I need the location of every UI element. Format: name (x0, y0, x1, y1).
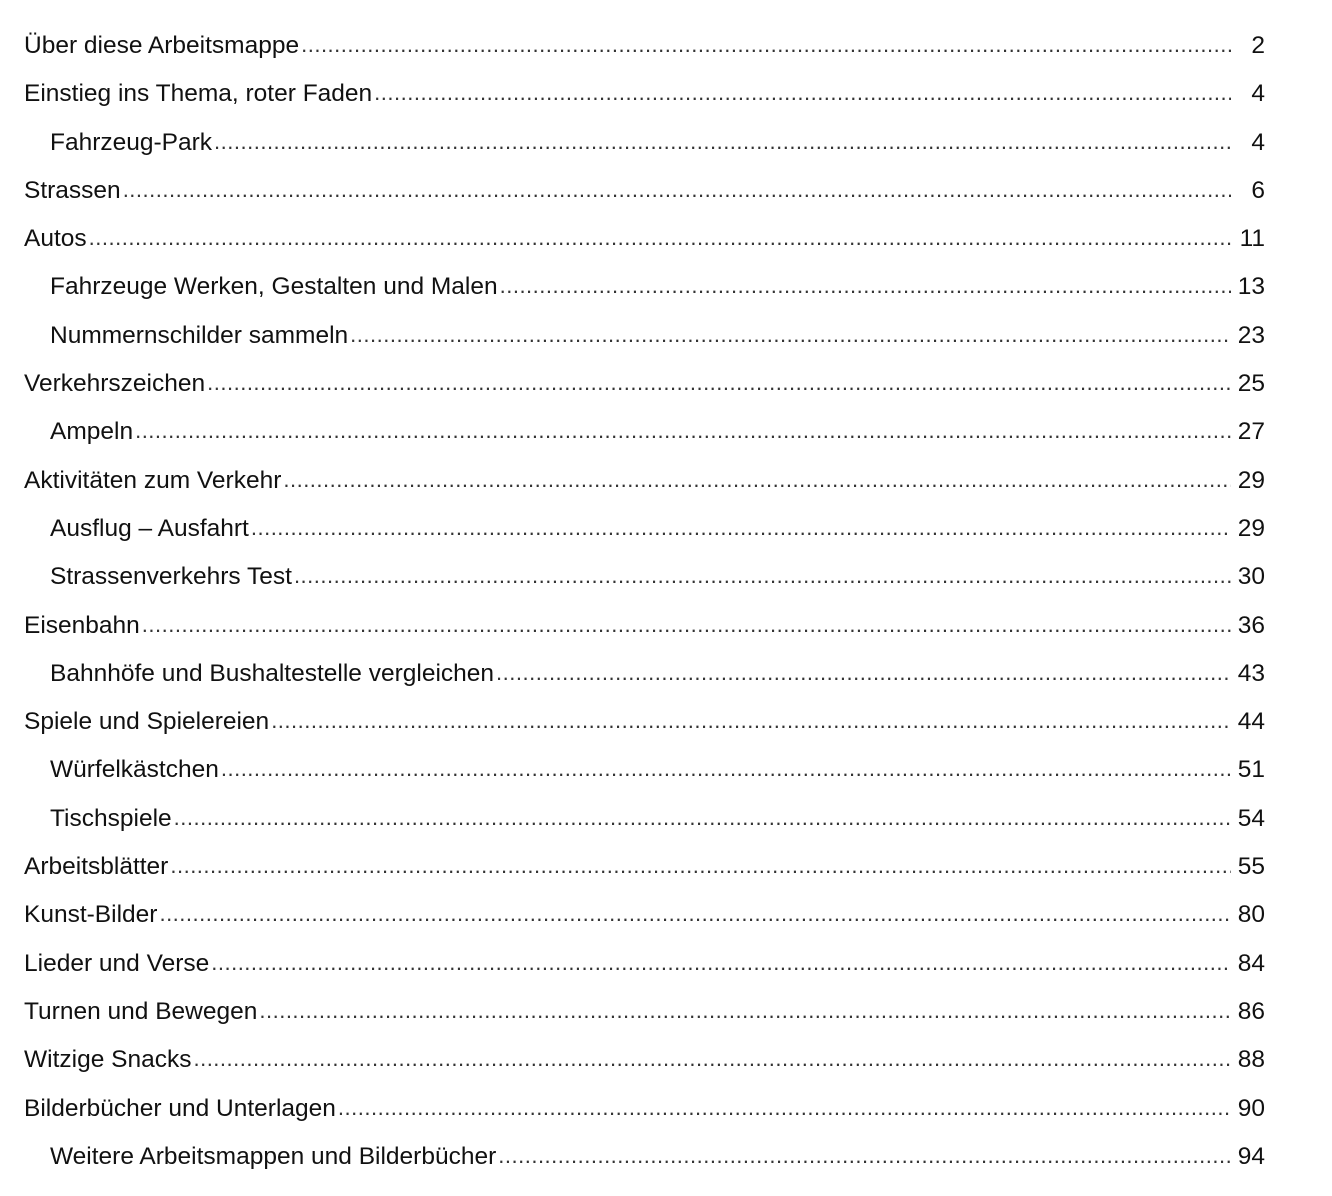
toc-dot-leader (350, 311, 1231, 359)
toc-entry[interactable] (0, 553, 1265, 601)
toc-entry-title: Einstieg ins Thema, roter Faden (24, 80, 373, 108)
toc-entry-page-number: 80 (1237, 901, 1265, 929)
toc-entry[interactable] (0, 22, 1265, 70)
toc-entry-title: Spiele und Spielereien (24, 708, 270, 736)
toc-entry-page-number: 44 (1237, 708, 1265, 736)
toc-dot-leader (159, 890, 1231, 938)
toc-entry[interactable] (0, 891, 1265, 939)
toc-entry[interactable] (0, 940, 1265, 988)
toc-entry-page-number: 4 (1251, 128, 1265, 156)
toc-entry[interactable] (0, 698, 1265, 746)
toc-entry-page-number: 94 (1237, 1142, 1265, 1170)
toc-entry-page-number: 90 (1237, 1094, 1265, 1122)
toc-entry-page-number: 84 (1237, 949, 1265, 977)
toc-entry-page-number: 11 (1239, 225, 1265, 253)
toc-entry[interactable] (0, 1133, 1265, 1181)
toc-entry-title: Kunst-Bilder (24, 901, 158, 929)
toc-entry[interactable] (0, 167, 1265, 215)
toc-entry-title: Verkehrszeichen (24, 370, 206, 398)
toc-entry-page-number: 88 (1237, 1046, 1265, 1074)
toc-entry-title: Über diese Arbeitsmappe (24, 32, 300, 59)
toc-entry-page-number: 55 (1237, 853, 1265, 881)
toc-dot-leader (294, 552, 1231, 600)
toc-entry-page-number: 6 (1251, 176, 1265, 204)
toc-entry-title: Bahnhöfe und Bushaltestelle vergleichen (50, 659, 495, 687)
toc-entry-title: Turnen und Bewegen (24, 997, 258, 1025)
toc-dot-leader (338, 1084, 1231, 1132)
toc-entry[interactable] (0, 602, 1265, 650)
toc-entry[interactable] (0, 408, 1265, 456)
toc-dot-leader (271, 697, 1231, 745)
toc-entry[interactable] (0, 795, 1265, 843)
toc-entry-page-number: 43 (1237, 659, 1265, 687)
toc-dot-leader (135, 407, 1231, 455)
toc-entry[interactable] (0, 119, 1265, 167)
toc-entry[interactable] (0, 360, 1265, 408)
toc-entry-title: Ausflug – Ausfahrt (50, 514, 249, 542)
toc-entry-page-number: 23 (1237, 321, 1265, 349)
table-of-contents (0, 22, 1332, 1181)
toc-dot-leader (193, 1035, 1231, 1083)
toc-dot-leader (374, 69, 1231, 117)
toc-entry[interactable] (0, 843, 1265, 891)
toc-entry-page-number: 30 (1237, 563, 1265, 591)
toc-entry-page-number: 13 (1237, 273, 1265, 301)
toc-dot-leader (500, 262, 1231, 310)
toc-entry-title: Autos (24, 225, 87, 253)
toc-entry-title: Witzige Snacks (24, 1046, 192, 1074)
toc-entry-title: Eisenbahn (24, 611, 140, 639)
toc-entry-page-number: 51 (1237, 756, 1265, 784)
toc-entry-title: Würfelkästchen (50, 756, 219, 784)
toc-dot-leader (259, 987, 1231, 1035)
toc-dot-leader (301, 21, 1231, 69)
toc-dot-leader (142, 601, 1231, 649)
toc-dot-leader (89, 214, 1231, 262)
toc-entry[interactable] (0, 746, 1265, 794)
toc-dot-leader (221, 745, 1231, 793)
toc-entry-title: Aktivitäten zum Verkehr (24, 466, 282, 494)
toc-entry-page-number: 2 (1251, 32, 1265, 59)
toc-entry-page-number: 86 (1237, 997, 1265, 1025)
toc-entry[interactable] (0, 988, 1265, 1036)
toc-entry-page-number: 25 (1237, 370, 1265, 398)
toc-entry-page-number: 54 (1237, 804, 1265, 832)
toc-dot-leader (170, 842, 1231, 890)
toc-entry[interactable] (0, 1036, 1265, 1084)
toc-entry-page-number: 4 (1251, 80, 1265, 108)
toc-entry-title: Arbeitsblätter (24, 853, 169, 881)
toc-entry-title: Lieder und Verse (24, 949, 210, 977)
toc-entry[interactable] (0, 1085, 1265, 1133)
toc-entry[interactable] (0, 70, 1265, 118)
toc-entry-page-number: 36 (1237, 611, 1265, 639)
toc-entry-title: Weitere Arbeitsmappen und Bilderbücher (50, 1142, 497, 1170)
toc-dot-leader (214, 118, 1231, 166)
toc-entry-title: Tischspiele (50, 804, 172, 832)
toc-entry[interactable] (0, 215, 1265, 263)
toc-entry-page-number: 29 (1237, 514, 1265, 542)
toc-dot-leader (498, 1132, 1231, 1180)
toc-dot-leader (174, 794, 1231, 842)
toc-dot-leader (123, 166, 1231, 214)
toc-entry-page-number: 29 (1237, 466, 1265, 494)
toc-dot-leader (211, 939, 1231, 987)
toc-dot-leader (496, 649, 1231, 697)
toc-entry[interactable] (0, 263, 1265, 311)
toc-entry-title: Fahrzeuge Werken, Gestalten und Malen (50, 273, 498, 301)
toc-dot-leader (207, 359, 1231, 407)
toc-dot-leader (283, 456, 1231, 504)
toc-entry-title: Ampeln (50, 418, 134, 446)
toc-entry[interactable] (0, 312, 1265, 360)
toc-entry-title: Bilderbücher und Unterlagen (24, 1094, 336, 1122)
toc-entry-title: Strassen (24, 176, 121, 204)
toc-entry[interactable] (0, 457, 1265, 505)
toc-dot-leader (251, 504, 1231, 552)
toc-entry[interactable] (0, 505, 1265, 553)
toc-entry-title: Fahrzeug-Park (50, 128, 213, 156)
toc-entry-title: Strassenverkehrs Test (50, 563, 292, 591)
toc-entry-title: Nummernschilder sammeln (50, 321, 349, 349)
toc-entry[interactable] (0, 650, 1265, 698)
toc-entry-page-number: 27 (1237, 418, 1265, 446)
